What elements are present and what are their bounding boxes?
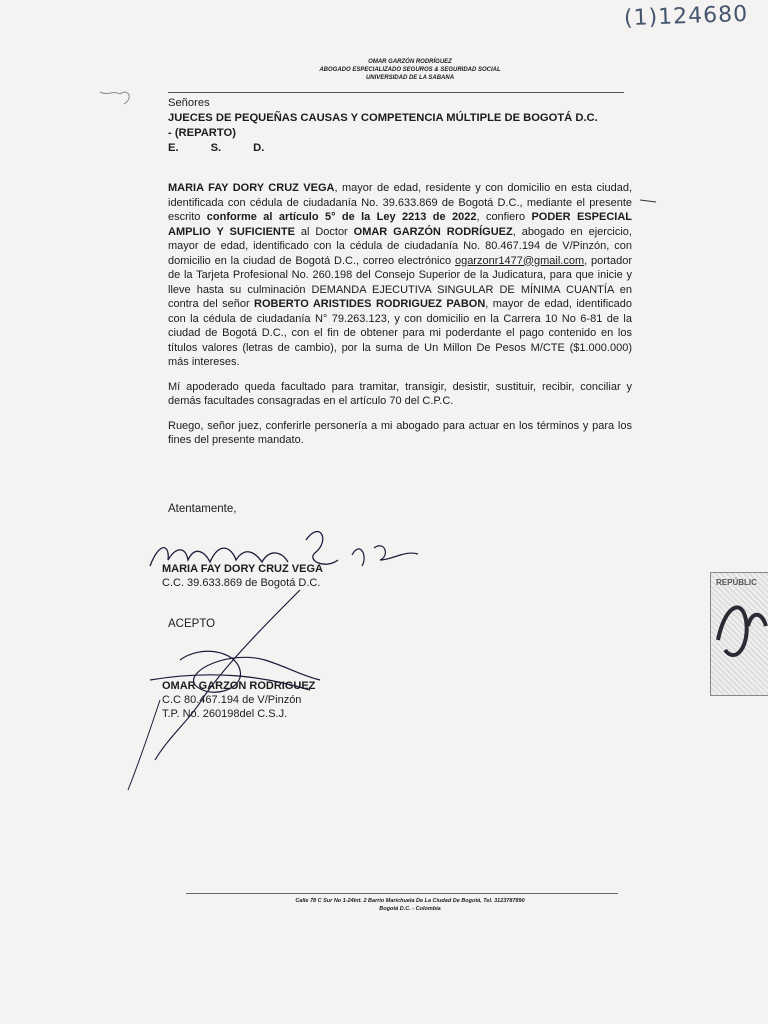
p1-text-4: , abogado en ejercicio, mayor de edad, identificado con la cédula de ciudadanía No. 80.467.194 de V/Pinzón, con domicilio en la ciudad de Bogotá D.C., correo electrónico	[168, 225, 632, 267]
defendant-name: ROBERTO ARISTIDES RODRIGUEZ PABON	[254, 298, 486, 310]
handwritten-number: (1)124680	[623, 1, 749, 32]
p1-text-1: , mayor de edad, residente y con domicilio en esta ciudad, identificada con cédula de ciudadanía No. 39.633.869 de Bogotá D.C., mediante el presente escrito	[168, 182, 633, 223]
footer-address: Calle 78 C Sur No 1-24Int. 2 Barrio Marichuela De La Ciudad De Bogotá, Tel. 3123787890	[295, 898, 525, 904]
lawyer-id: C.C 80.467.194 de V/Pinzón	[162, 694, 302, 706]
court-name: JUECES DE PEQUEÑAS CAUSAS Y COMPETENCIA MÚLTIPLE DE BOGOTÁ D.C.	[168, 112, 598, 124]
letterhead-title: ABOGADO ESPECIALIZADO SEGUROS & SEGURIDAD SOCIAL	[319, 67, 501, 73]
p1-text-2: , confiero	[476, 211, 532, 223]
paragraph-faculties: Mí apoderado queda facultado para tramitar, transigir, desistir, sustituir, recibir, conciliar y demás facultades consagradas en el artículo 70 del C.P.C.	[168, 380, 632, 407]
p1-text-6: , mayor de edad, identificado con la cédula de ciudadanía N° 79.263.123, y con domicilio en la Carrera 10 No 6-81 de la ciudad de Bogotá D.C., con el fin de obtener para mi poderdante el pago contenido en los títulos valores (letras de cambio), por la suma de Un Millon De Pesos M/CTE ($1.000.000) más intereses.	[168, 298, 632, 368]
letterhead-name: OMAR GARZÓN RODRÍGUEZ	[368, 59, 452, 65]
footer-city: Bogotá D.C. - Colombia	[379, 906, 441, 912]
court-reparto: - (REPARTO)	[168, 127, 236, 139]
poder-type: PODER ESPECIAL AMPLIO Y SUFICIENTE	[168, 211, 632, 238]
addressee-block	[168, 96, 638, 156]
letterhead-university: UNIVERSIDAD DE LA SABANA	[365, 75, 455, 81]
lawyer-tp: T.P. No. 260198del C.S.J.	[162, 708, 288, 720]
letter-body	[168, 181, 632, 458]
lawyer-signature-tail	[128, 700, 160, 790]
margin-scribble	[100, 92, 129, 104]
esd-s: S.	[210, 142, 222, 154]
paragraph-request: Ruego, señor juez, conferirle personería a mi abogado para actuar en los términos y para los fines del presente mandato.	[168, 419, 632, 446]
p1-text-3: al Doctor	[294, 225, 354, 238]
letterhead	[250, 58, 570, 82]
closing: Atentamente,	[168, 503, 237, 515]
grantor-id: C.C. 39.633.869 de Bogotá D.C.	[162, 577, 321, 589]
footer	[250, 897, 570, 913]
grantor-signature-name: MARIA FAY DORY CRUZ VEGA	[162, 563, 323, 575]
signature-block-lawyer	[162, 679, 315, 721]
accept-label: ACEPTO	[168, 618, 216, 630]
footer-divider	[186, 893, 618, 894]
paragraph-poder	[168, 181, 632, 370]
law-reference: conforme al artículo 5° de la Ley 2213 de 2022	[206, 211, 477, 223]
esd-d: D.	[253, 142, 265, 154]
salutation: Señores	[168, 97, 210, 109]
p1-text-5: , portador de la Tarjeta Profesional No. 260.198 del Consejo Superior de la Judicatura, para que inicie y lleve hasta su culminación DEMANDA EJECUTIVA SINGULAR DE MÍNIMA CUANTÍA en contra del señor	[168, 254, 632, 310]
esd-e: E.	[168, 142, 179, 154]
lawyer-signature-name: OMAR GARZON RODRIGUEZ	[162, 680, 316, 692]
esd-line	[168, 141, 638, 156]
email-link[interactable]: ogarzonr1477@gmail.com	[454, 254, 585, 267]
grantor-name: MARIA FAY DORY CRUZ VEGA	[168, 182, 335, 194]
grantor-signature-initial	[306, 532, 338, 565]
lawyer-name: OMAR GARZÓN RODRÍGUEZ	[353, 225, 513, 238]
margin-mark	[640, 200, 656, 202]
seal-text: REPÚBLIC	[716, 578, 757, 587]
signature-block-grantor	[162, 562, 323, 590]
header-divider	[168, 92, 624, 93]
grantor-signature-vega	[352, 546, 418, 566]
lawyer-signature	[150, 590, 320, 760]
stamp-seal	[710, 572, 768, 696]
